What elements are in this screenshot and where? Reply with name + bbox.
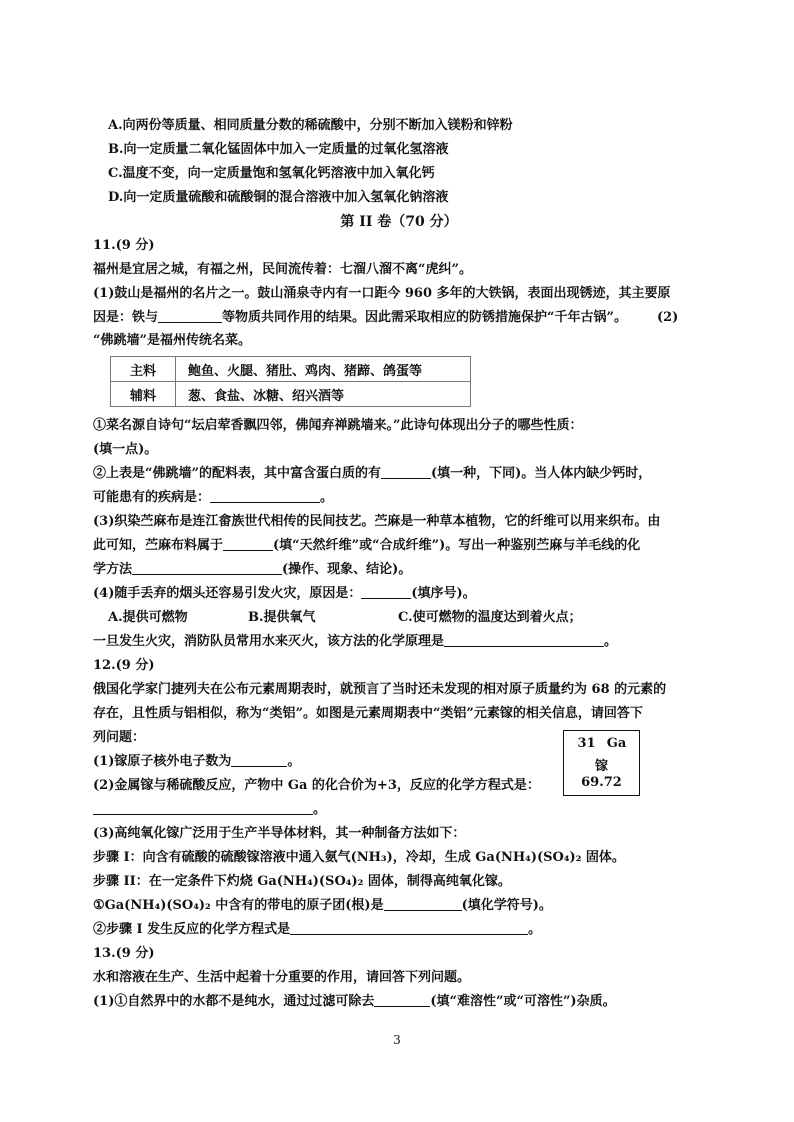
answer-blank[interactable]: [93, 800, 313, 815]
text-segment: (填“难溶性”或“可溶性”)杂质。: [430, 994, 616, 1009]
table-cell-value: 葱、食盐、冰糖、绍兴酒等: [176, 382, 471, 407]
q12-part2-answer: [93, 800, 705, 820]
text-segment: ①Ga(NH₄)(SO₄)₂ 中含有的带电的原子团(根)是: [93, 898, 384, 913]
answer-blank[interactable]: [231, 752, 287, 767]
q11-intro: 福州是宜居之城，有福之州，民间流传着：七溜八溜不离“虎纠”。: [93, 262, 472, 277]
text-segment: (1)镓原子核外电子数为: [93, 754, 232, 769]
table-row: [111, 382, 471, 407]
q11-part3-line2: [93, 536, 705, 556]
answer-blank[interactable]: [444, 632, 604, 647]
option-item: C.使可燃物的温度达到着火点；: [398, 610, 582, 625]
atomic-mass: 69.72: [581, 775, 622, 790]
text-segment: 因是：铁与: [93, 310, 159, 325]
text-segment: (填“天然纤维”或“合成纤维”)。写出一种鉴别苎麻与羊毛线的化: [273, 538, 641, 553]
option-item: A.提供可燃物: [108, 610, 188, 625]
option-c: C.温度不变，向一定质量饱和氢氧化钙溶液中加入氧化钙: [108, 166, 435, 181]
text-segment: 一旦发生火灾，消防队员常用水来灭火，该方法的化学原理是: [93, 634, 445, 649]
text-segment: 等物质共同作用的结果。因此需采取相应的防锈措施保护“千年古锅”。: [222, 310, 627, 325]
element-name: 镓: [594, 759, 608, 774]
text-segment: 。: [313, 802, 327, 817]
answer-blank[interactable]: [384, 896, 462, 911]
q11-sub2-line1: [93, 464, 705, 484]
option-d: D.向一定质量硫酸和硫酸铜的混合溶液中加入氢氧化钠溶液: [108, 190, 449, 205]
answer-blank[interactable]: [132, 560, 282, 575]
q11-part1-line1: (1)鼓山是福州的名片之一。鼓山涌泉寺内有一口距今 960 多年的大铁锅，表面出现锈迹，其主要原: [93, 286, 671, 301]
q13-header: 13.(9 分): [93, 946, 155, 961]
q11-part4-line1: [93, 584, 705, 604]
text-segment: 此可知，苎麻布料属于: [93, 538, 224, 553]
text-segment: (填化学符号)。: [461, 898, 552, 913]
text-segment: 可能患有的疾病是：: [93, 490, 211, 505]
table-cell-key: 主料: [111, 357, 176, 382]
page-number: 3: [393, 1033, 401, 1047]
text-segment: (2): [656, 310, 679, 325]
q13-part1: [93, 992, 705, 1012]
table-cell-value: 鲍鱼、火腿、猪肚、鸡肉、猪蹄、鸽蛋等: [176, 357, 471, 382]
q12-part3: (3)高纯氧化镓广泛用于生产半导体材料，其一种制备方法如下：: [93, 826, 466, 841]
text-segment: 。: [604, 634, 618, 649]
q12-step1: 步骤 I：向含有硫酸的硫酸镓溶液中通入氨气(NH₃)，冷却，生成 Ga(NH₄)(SO₄)₂ 固体。: [93, 850, 625, 865]
answer-blank[interactable]: [361, 584, 411, 599]
element-card: [563, 730, 640, 796]
q11-part4-options: [108, 608, 720, 628]
text-segment: ②上表是“佛跳墙”的配料表，其中富含蛋白质的有: [93, 466, 381, 481]
option-item: B.提供氧气: [248, 610, 316, 625]
text-segment: 。: [320, 490, 334, 505]
q12-step2: 步骤 II：在一定条件下灼烧 Ga(NH₄)(SO₄)₂ 固体，制得高纯氧化镓。: [93, 874, 511, 889]
q12-sub2: [93, 920, 705, 940]
q11-sub1-line2: (填一点)。: [93, 442, 158, 457]
q11-part4-line3: [93, 632, 705, 652]
q13-intro: 水和溶液在生产、生活中起着十分重要的作用，请回答下列问题。: [93, 970, 471, 985]
q12-intro-line1: 俄国化学家门捷列夫在公布元素周期表时，就预言了当时还未发现的相对原子质量约为 68 的元素的: [93, 682, 667, 697]
answer-blank[interactable]: [223, 536, 273, 551]
ingredient-table: [110, 356, 471, 407]
q12-intro-line3: 列问题：: [93, 730, 146, 745]
answer-blank[interactable]: [158, 308, 222, 323]
text-segment: (操作、现象、结论)。: [282, 562, 412, 577]
text-segment: (4)随手丢弃的烟头还容易引发火灾，原因是：: [93, 586, 362, 601]
q11-part1-line2: [93, 308, 705, 328]
option-b: B.向一定质量二氧化锰固体中加入一定质量的过氧化氢溶液: [108, 142, 449, 157]
text-segment: 。: [528, 922, 542, 937]
q11-part2-intro: “佛跳墙”是福州传统名菜。: [93, 333, 251, 348]
q11-header: 11.(9 分): [93, 238, 155, 253]
q12-sub1: [93, 896, 705, 916]
element-symbol: Ga: [606, 736, 627, 751]
text-segment: (填序号)。: [411, 586, 476, 601]
q11-sub2-line2: [93, 488, 705, 508]
text-segment: (1)①自然界中的水都不是纯水，通过过滤可除去: [93, 994, 375, 1009]
q11-part3-line1: (3)织染苎麻布是连江畲族世代相传的民间技艺。苎麻是一种草本植物，它的纤维可以用来织布。由: [93, 514, 661, 529]
answer-blank[interactable]: [381, 464, 431, 479]
answer-blank[interactable]: [210, 488, 320, 503]
atomic-number: 31: [577, 736, 596, 751]
answer-blank[interactable]: [290, 920, 528, 935]
text-segment: ②步骤 I 发生反应的化学方程式是: [93, 922, 291, 937]
q11-sub1-line1: ①菜名源自诗句“坛启荤香飘四邻，佛闻弃禅跳墙来。”此诗句体现出分子的哪些性质：: [93, 418, 583, 433]
option-a: A.向两份等质量、相同质量分数的稀硫酸中，分别不断加入镁粉和锌粉: [108, 118, 513, 133]
text-segment: 学方法: [93, 562, 133, 577]
answer-blank[interactable]: [374, 992, 430, 1007]
q12-intro-line2: 存在，且性质与铝相似，称为“类铝”。如图是元素周期表中“类铝”元素镓的相关信息，请回答下: [93, 706, 643, 721]
section-title: 第 II 卷（70 分）: [340, 214, 458, 230]
table-cell-key: 辅料: [111, 382, 176, 407]
text-segment: 。: [287, 754, 301, 769]
q12-part2: (2)金属镓与稀硫酸反应，产物中 Ga 的化合价为+3，反应的化学方程式是：: [93, 778, 540, 793]
text-segment: (填一种，下同)。当人体内缺少钙时，: [430, 466, 652, 481]
table-row: [111, 357, 471, 382]
q11-part3-line3: [93, 560, 705, 580]
q12-header: 12.(9 分): [93, 658, 155, 673]
